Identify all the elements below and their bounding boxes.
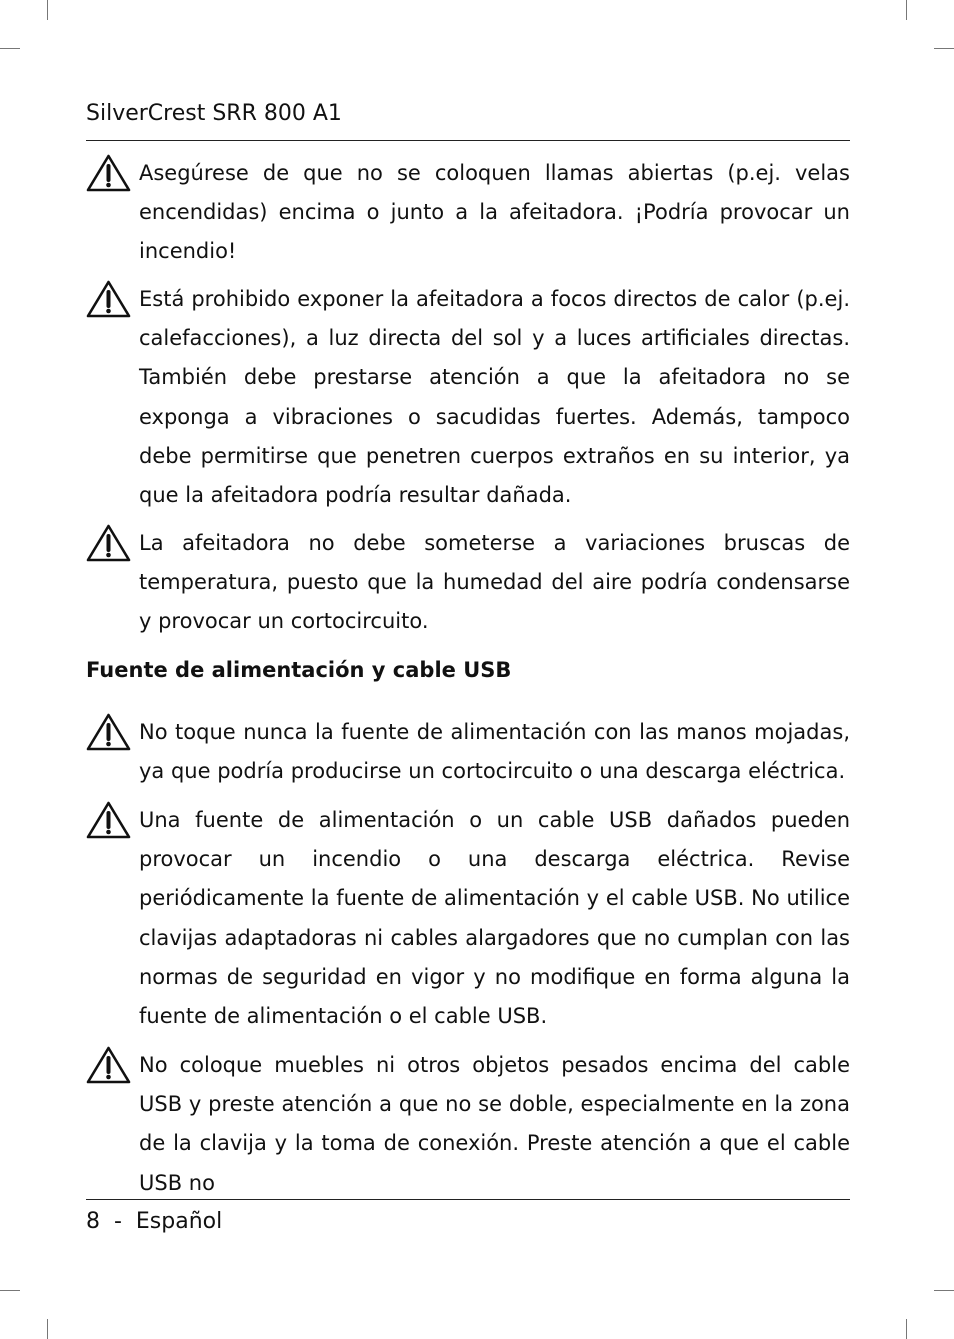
crop-mark bbox=[0, 48, 20, 49]
warning-text: Una fuente de alimentación o un cable USB dañados pueden provocar un incendio o una descarga eléctrica. Revise periódicamente la fuente de alimentación y el cable USB. No utilice clavijas adaptadoras ni cables alargadores que no cumplan con las normas de seguridad en vigor y no modifique en forma alguna la fuente de alimentación o el cable USB. bbox=[139, 808, 850, 1029]
warning-triangle-icon bbox=[86, 801, 131, 839]
section-heading: Fuente de alimentación y cable USB bbox=[86, 658, 512, 682]
warning-triangle-icon bbox=[86, 524, 131, 562]
page-header bbox=[86, 100, 850, 141]
warning-text: No toque nunca la fuente de alimentación con las manos mojadas, ya que podría producirse un cortocircuito o una descarga eléctrica. bbox=[139, 720, 850, 784]
page-number-label: 8 - Español bbox=[86, 1209, 223, 1234]
crop-mark bbox=[906, 1319, 907, 1339]
crop-mark bbox=[934, 48, 954, 49]
crop-mark bbox=[47, 0, 48, 20]
warning-text: Está prohibido exponer la afeitadora a focos directos de calor (p.ej. calefacciones), a luz directa del sol y a luces artificiales directas. También debe prestarse atención a que la afeitadora no se exponga a vibraciones o sacudidas fuertes. Además, tampoco debe permitirse que penetren cuerpos extraños en su interior, ya que la afeitadora podría resultar dañada. bbox=[139, 287, 850, 508]
crop-mark bbox=[47, 1319, 48, 1339]
page-footer bbox=[86, 1199, 850, 1234]
crop-mark bbox=[0, 1290, 20, 1291]
crop-mark bbox=[934, 1290, 954, 1291]
warning-triangle-icon bbox=[86, 154, 131, 192]
warning-text: Asegúrese de que no se coloquen llamas abiertas (p.ej. velas encendidas) encima o junto a la afeitadora. ¡Podría provocar un incendio! bbox=[139, 161, 850, 264]
crop-mark bbox=[906, 0, 907, 20]
warning-text: La afeitadora no debe someterse a variaciones bruscas de temperatura, puesto que la humedad del aire podría condensarse y provocar un cortocircuito. bbox=[139, 531, 850, 634]
warning-text: No coloque muebles ni otros objetos pesados encima del cable USB y preste atención a que no se doble, especialmente en la zona de la clavija y la toma de conexión. Preste atención a que el cable USB no bbox=[139, 1053, 850, 1195]
warning-triangle-icon bbox=[86, 1046, 131, 1084]
warning-triangle-icon bbox=[86, 280, 131, 318]
warning-triangle-icon bbox=[86, 713, 131, 751]
header-title: SilverCrest SRR 800 A1 bbox=[86, 101, 342, 126]
